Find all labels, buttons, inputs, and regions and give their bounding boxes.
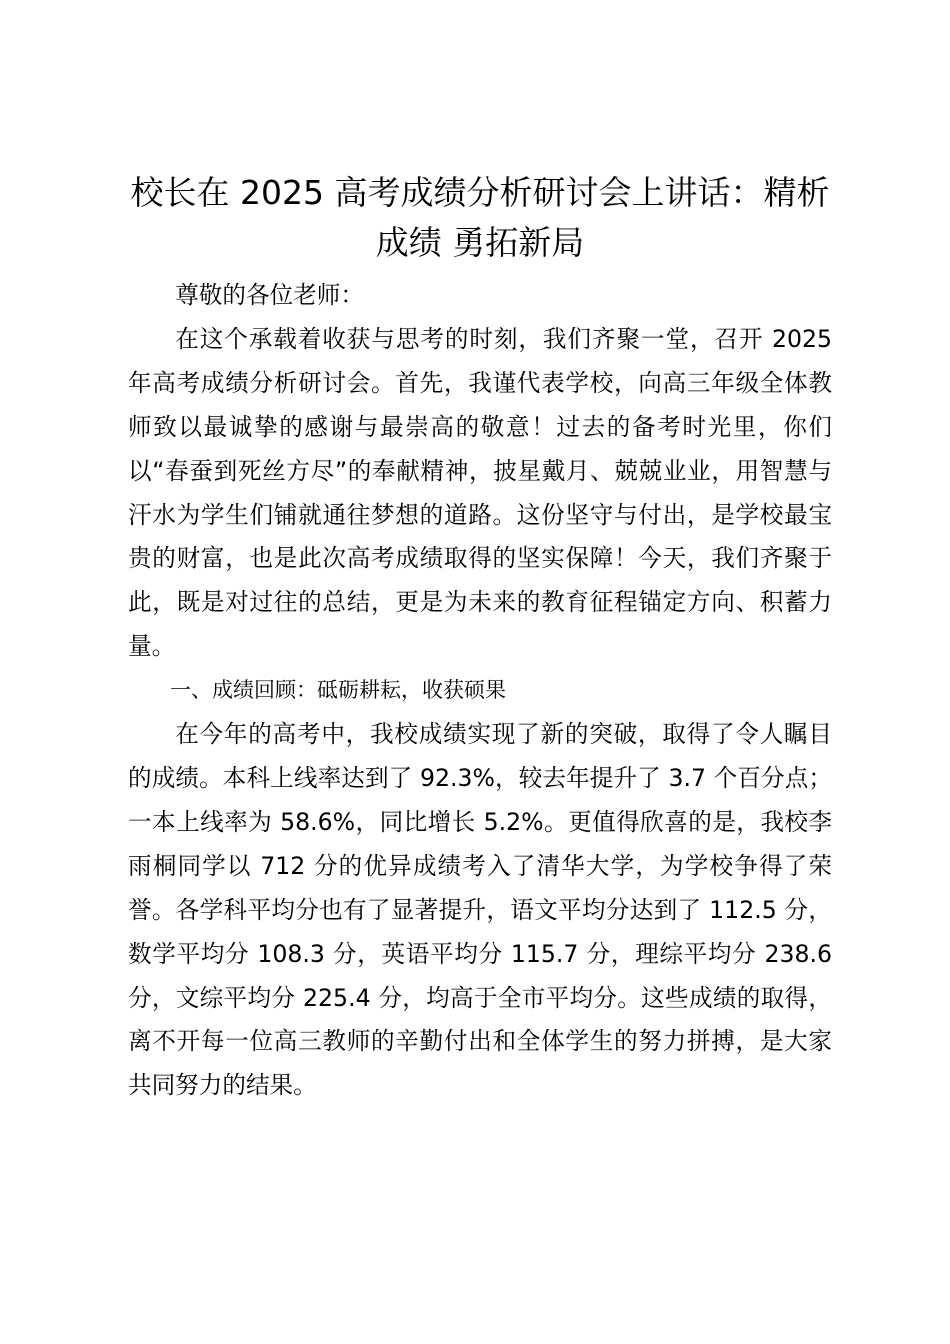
- document-title: 校长在 2025 高考成绩分析研讨会上讲话：精析成绩 勇拓新局: [130, 173, 830, 262]
- salutation: 尊敬的各位老师：: [175, 281, 364, 309]
- document-page: [128, 168, 832, 1108]
- document-body: [128, 274, 832, 1108]
- section-heading: 一、成绩回顾：砥砺耕耘，收获硕果: [170, 678, 506, 703]
- opening-paragraph: 在这个承载着收获与思考的时刻，我们齐聚一堂，召开 2025 年高考成绩分析研讨会。首先，我谨代表学校，向高三年级全体教师致以最诚挚的感谢与最崇高的敬意！过去的备考时光里，你们以“春蚕到死丝方尽”的奉献精神，披星戴月、兢兢业业，用智慧与汗水为学生们铺就通往梦想的道路。这份坚守与付出，是学校最宝贵的财富，也是此次高考成绩取得的坚实保障！今天，我们齐聚于此，既是对过往的总结，更是为未来的教育征程锚定方向、积蓄力量。: [128, 324, 832, 661]
- section-paragraph: 在今年的高考中，我校成绩实现了新的突破，取得了令人瞩目的成绩。本科上线率达到了 92.3%，较去年提升了 3.7 个百分点；一本上线率为 58.6%，同比增长 5.2%。更值得欣喜的是，我校李雨桐同学以 712 分的优异成绩考入了清华大学，为学校争得了荣誉。各学科平均分也有了显著提升，语文平均分达到了 112.5 分，数学平均分 108.3 分，英语平均分 115.7 分，理综平均分 238.6 分，文综平均分 225.4 分，均高于全市平均分。这些成绩的取得，离不开每一位高三教师的辛勤付出和全体学生的努力拼搏，是大家共同努力的结果。: [128, 720, 832, 1100]
